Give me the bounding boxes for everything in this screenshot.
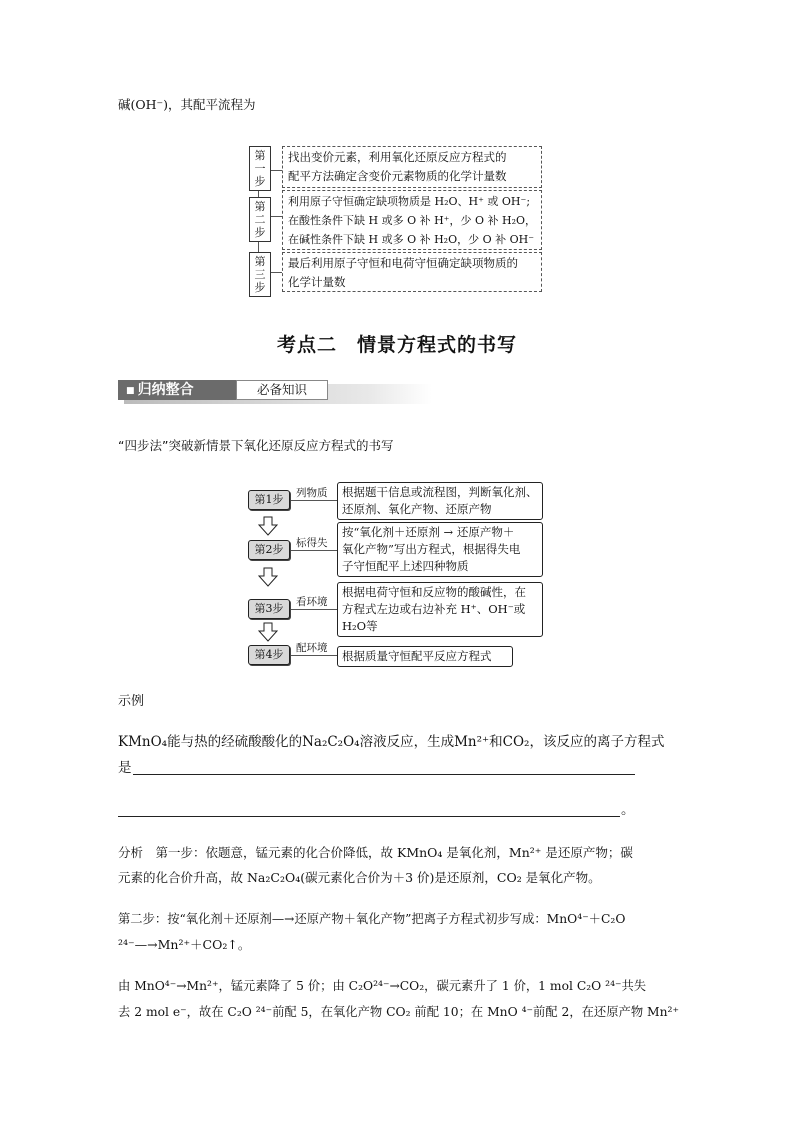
answer-blank-2[interactable] bbox=[118, 816, 620, 817]
analysis-p2-line2: ²⁴⁻—→Mn²⁺＋CO₂↑。 bbox=[118, 937, 251, 952]
step-connector bbox=[291, 500, 337, 501]
step-box-1: 第1步 bbox=[248, 490, 290, 510]
square-bullet-icon: ■ bbox=[126, 386, 138, 396]
question-line-1: KMnO₄能与热的经硫酸酸化的Na₂C₂O₄溶液反应，生成Mn²⁺和CO₂，该反应的离子方程式 bbox=[118, 734, 665, 750]
down-arrow-icon bbox=[258, 516, 278, 536]
down-arrow-icon bbox=[258, 567, 278, 587]
step-tag-2: 标得失 bbox=[296, 537, 328, 549]
step-connector bbox=[291, 609, 337, 610]
step-text: 在碱性条件下缺 H 或多 O 补 H₂O，少 O 补 OH⁻ bbox=[288, 233, 535, 246]
step-connector bbox=[291, 655, 337, 656]
step-text: 根据质量守恒配平反应方程式 bbox=[342, 649, 492, 663]
step-text: 方程式左边或右边补充 H⁺、OH⁻或 bbox=[342, 602, 526, 616]
step-content-box-2 bbox=[337, 522, 543, 577]
step-text: 还原剂、氧化产物、还原产物 bbox=[342, 502, 492, 516]
down-arrow-icon bbox=[258, 622, 278, 642]
step-content-box-4 bbox=[337, 646, 513, 667]
step-content-box-1 bbox=[337, 482, 543, 520]
step-box-4: 第4步 bbox=[248, 645, 290, 665]
analysis-p3-line1: 由 MnO⁴⁻→Mn²⁺，锰元素降了 5 价；由 C₂O²⁴⁻→CO₂，碳元素升了 1 价，1 mol C₂O ²⁴⁻共失 bbox=[118, 979, 647, 993]
example-label: 示例 bbox=[118, 694, 145, 709]
banner-label-text: 归纳整合 bbox=[137, 382, 194, 398]
question-line-2-prefix: 是 bbox=[118, 760, 132, 776]
flow-connector bbox=[270, 216, 282, 217]
analysis-p1-line2: 元素的化合价升高，故 Na₂C₂O₄(碳元素化合价为＋3 价)是还原剂，CO₂ 是氧化产物。 bbox=[118, 870, 601, 885]
analysis-p1-line1: 分析 第一步：依题意，锰元素的化合价降低，故 KMnO₄ 是氧化剂，Mn²⁺ 是还原产物；碳 bbox=[118, 845, 633, 860]
step-content-3 bbox=[282, 252, 542, 292]
analysis-p2-line1: 第二步：按“氧化剂＋还原剂—→还原产物＋氧化产物”把离子方程式初步写成：MnO⁴⁻＋C₂O bbox=[118, 912, 626, 926]
step-text: 找出变价元素，利用氧化还原反应方程式的 bbox=[288, 150, 507, 164]
step-tag-3: 看环境 bbox=[296, 596, 328, 608]
step-text: 最后利用原子守恒和电荷守恒确定缺项物质的 bbox=[288, 256, 518, 270]
step-text: 化学计量数 bbox=[288, 275, 346, 289]
step-text: 根据电荷守恒和反应物的酸碱性，在 bbox=[342, 585, 526, 599]
step-label-1: 第一步 bbox=[249, 146, 271, 191]
intro-line: 碱(OH⁻)，其配平流程为 bbox=[118, 97, 256, 112]
banner-label bbox=[118, 380, 236, 400]
step-tag-1: 列物质 bbox=[296, 487, 328, 499]
flow-connector bbox=[270, 272, 282, 273]
answer-blank-1[interactable] bbox=[133, 774, 635, 775]
step-text: 利用原子守恒确定缺项物质是 H₂O、H⁺ 或 OH⁻; bbox=[288, 195, 531, 208]
step-text: 子守恒配平上述四种物质 bbox=[342, 559, 469, 573]
step-content-box-3 bbox=[337, 582, 543, 637]
end-mark: 。 bbox=[621, 802, 635, 818]
step-box-3: 第3步 bbox=[248, 599, 290, 619]
subheading: “四步法”突破新情景下氧化还原反应方程式的书写 bbox=[118, 438, 394, 453]
step-text: 在酸性条件下缺 H 或多 O 补 H⁺，少 O 补 H₂O， bbox=[288, 214, 537, 227]
step-text: 配平方法确定含变价元素物质的化学计量数 bbox=[288, 169, 507, 183]
step-content-1 bbox=[282, 146, 542, 188]
step-text: 根据题干信息或流程图，判断氧化剂、 bbox=[342, 485, 538, 499]
step-content-2 bbox=[282, 190, 542, 250]
step-connector bbox=[291, 550, 337, 551]
step-label-2: 第二步 bbox=[249, 197, 271, 242]
flow-connector bbox=[270, 170, 282, 171]
banner-sublabel: 必备知识 bbox=[236, 380, 328, 400]
step-label-3: 第三步 bbox=[249, 252, 271, 297]
section-title: 考点二 情景方程式的书写 bbox=[276, 334, 517, 356]
step-text: H₂O等 bbox=[342, 619, 378, 633]
section-banner bbox=[118, 378, 432, 406]
step-text: 按“氧化剂＋还原剂 → 还原产物＋ bbox=[342, 525, 515, 539]
step-tag-4: 配环境 bbox=[296, 642, 328, 654]
step-box-2: 第2步 bbox=[248, 540, 290, 560]
step-text: 氧化产物”写出方程式，根据得失电 bbox=[342, 542, 521, 556]
analysis-p3-line2: 去 2 mol e⁻，故在 C₂O ²⁴⁻前配 5，在氧化产物 CO₂ 前配 10；在 MnO ⁴⁻前配 2，在还原产物 Mn²⁺ bbox=[118, 1005, 679, 1019]
